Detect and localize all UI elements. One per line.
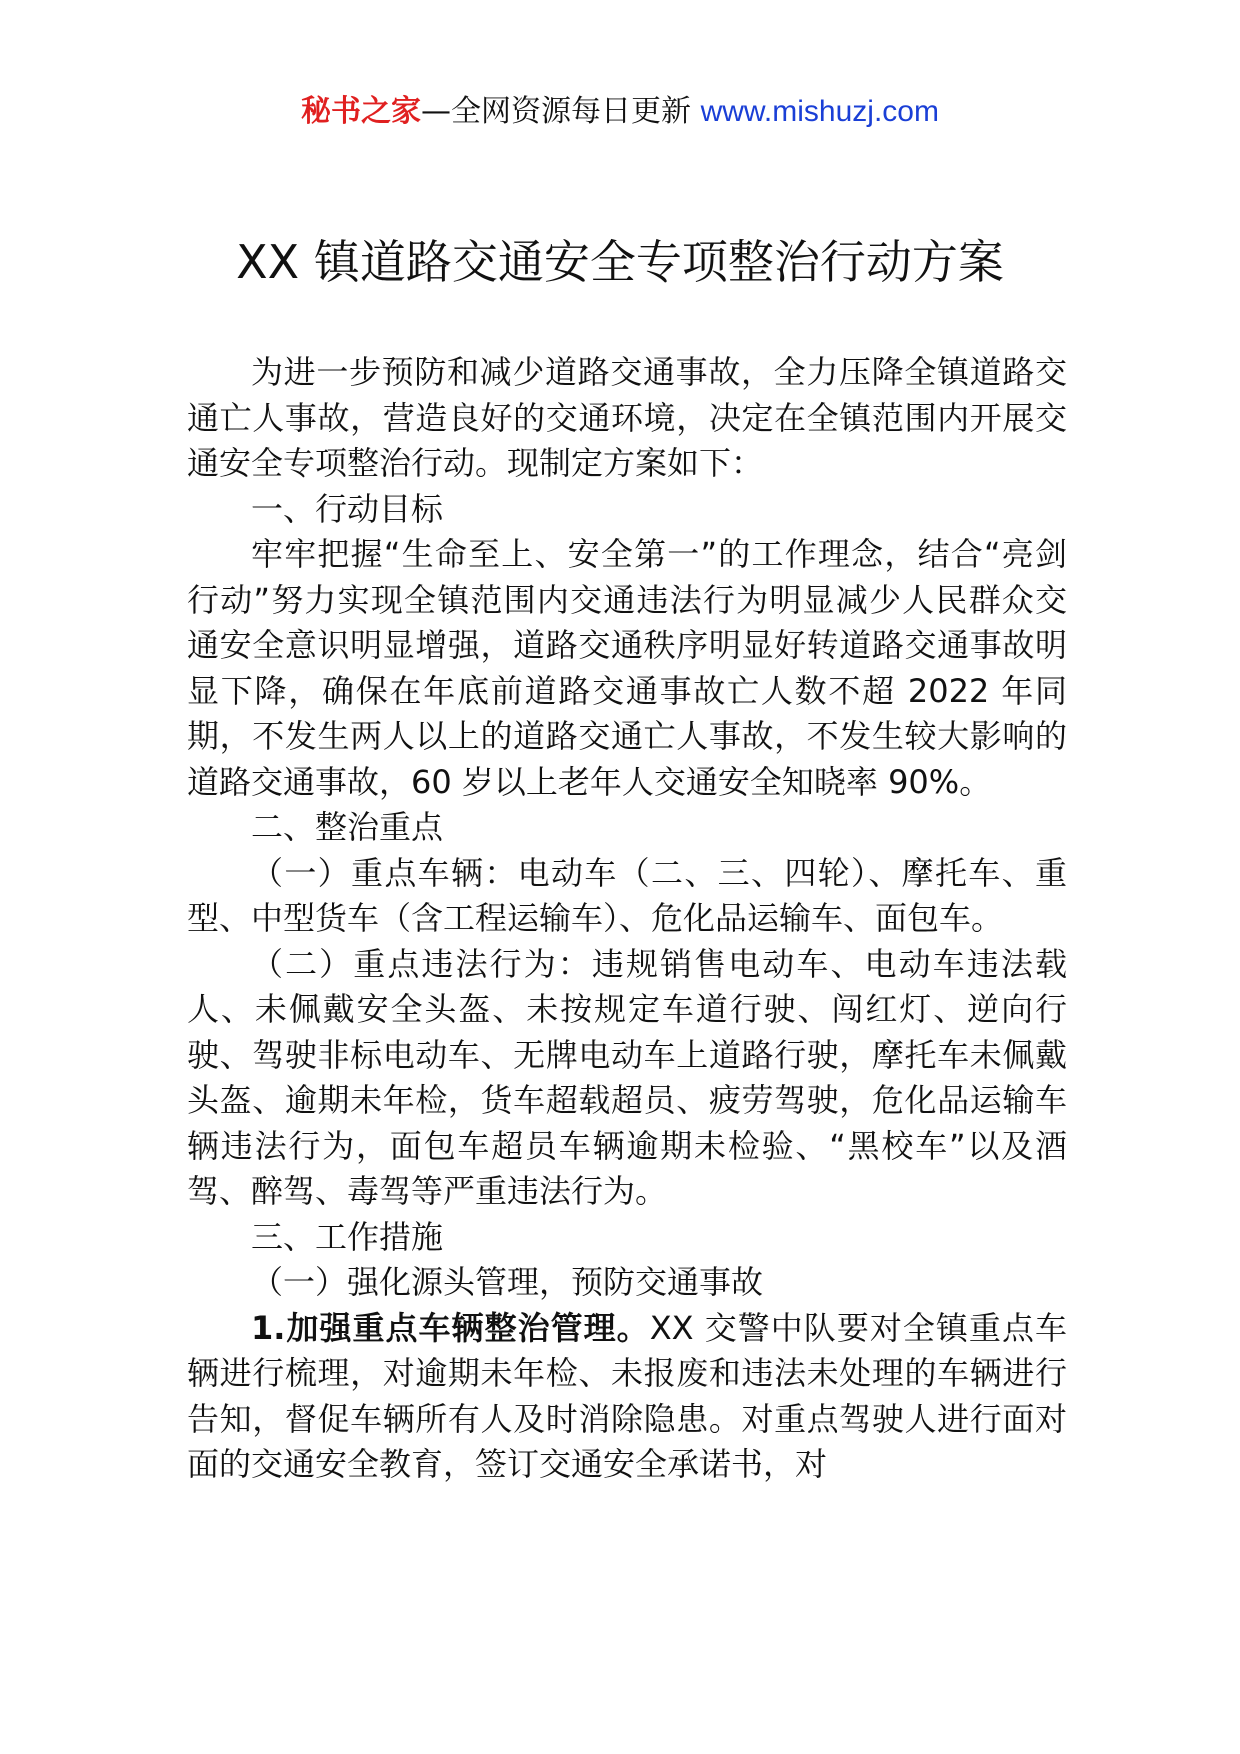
goals-paragraph: 牢牢把握“生命至上、安全第一”的工作理念，结合“亮剑行动”努力实现全镇范围内交通违法行为明显减少人民群众交通安全意识明显增强，道路交通秩序明显好转道路交通事故明显下降，确保在年底前道路交通事故亡人数不超 2022 年同期，不发生两人以上的道路交通亡人事故，不发生较大影响的道路交通事故，60 岁以上老年人交通安全知晓率 90%。 [187, 535, 1067, 801]
focus-vehicles-paragraph: （一）重点车辆：电动车（二、三、四轮）、摩托车、重型、中型货车（含工程运输车）、危化品运输车、面包车。 [187, 853, 1067, 937]
measure-text: XX 交警中队要对全镇重点车辆进行梳理，对逾期未年检、未报废和违法未处理的车辆进行告知，督促车辆所有人及时消除隐患。对重点驾驶人进行面对面的交通安全教育，签订交通安全承诺书，对 [187, 1308, 1067, 1483]
focus-violations-paragraph: （二）重点违法行为：违规销售电动车、电动车违法载人、未佩戴安全头盔、未按规定车道行驶、闯红灯、逆向行驶、驾驶非标电动车、无牌电动车上道路行驶，摩托车未佩戴头盔、逾期未年检，货车超载超员、疲劳驾驶，危化品运输车辆违法行为，面包车超员车辆逾期未检验、“黑校车”以及酒驾、醉驾、毒驾等严重违法行为。 [187, 944, 1067, 1210]
measure-lead-title: 1.加强重点车辆整治管理。 [251, 1308, 650, 1347]
site-banner [0, 92, 1240, 132]
brand-name: 秘书之家 [301, 94, 422, 129]
section-heading-goals: 一、行动目标 [251, 489, 444, 528]
banner-slogan: —全网资源每日更新 [421, 94, 701, 129]
site-url-link[interactable]: www.mishuzj.com [700, 95, 939, 128]
measure-paragraph-1 [187, 1306, 1067, 1488]
subsection-heading-source-management: （一）强化源头管理，预防交通事故 [251, 1263, 764, 1301]
intro-paragraph: 为进一步预防和减少道路交通事故，全力压降全镇道路交通亡人事故，营造良好的交通环境，决定在全镇范围内开展交通安全专项整治行动。现制定方案如下： [187, 353, 1067, 482]
document-body [187, 350, 1067, 1488]
section-heading-measures: 三、工作措施 [251, 1217, 444, 1256]
section-heading-focus: 二、整治重点 [251, 808, 444, 846]
document-title: XX 镇道路交通安全专项整治行动方案 [236, 235, 1004, 289]
